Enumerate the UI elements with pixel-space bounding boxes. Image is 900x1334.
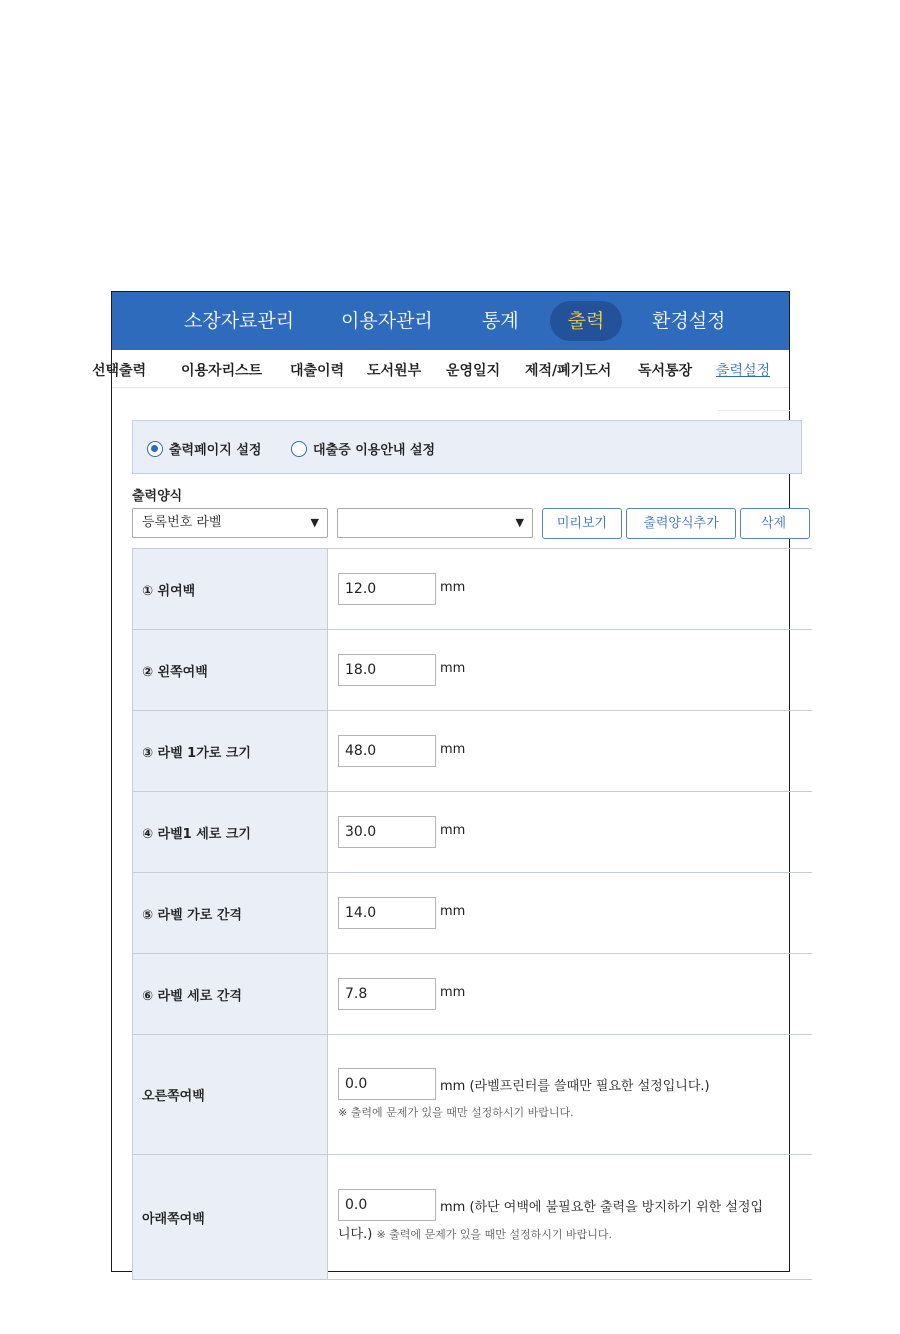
help-note — [338, 1223, 612, 1242]
unit-label: mm — [440, 823, 466, 838]
subnav-discarded-books[interactable]: 제적/폐기도서 — [525, 363, 612, 379]
unit-label: mm (라벨프린터를 쓸때만 필요한 설정입니다.) — [440, 1079, 710, 1094]
setting-label: 아래쪽여백 — [132, 1155, 328, 1279]
subnav-operation-log[interactable]: 운영일지 — [446, 363, 501, 379]
unit-label: mm — [440, 904, 466, 919]
unit-label: mm — [440, 985, 466, 1000]
radio-loan-card-setting-label: 대출증 이용안내 설정 — [313, 443, 436, 458]
format-label: 출력양식 — [132, 489, 183, 504]
label-width-input[interactable]: 48.0 — [338, 735, 436, 767]
vertical-gap-input[interactable]: 7.8 — [338, 978, 436, 1010]
radio-page-setting-label: 출력페이지 설정 — [169, 443, 262, 458]
nav-statistics[interactable]: 통계 — [482, 310, 519, 332]
bottom-margin-input[interactable]: 0.0 — [338, 1189, 436, 1221]
setting-label: 오른쪽여백 — [132, 1035, 328, 1154]
setting-row-bottom-margin — [132, 1155, 812, 1280]
chevron-down-icon: ▼ — [515, 516, 524, 529]
radio-unchecked-icon[interactable] — [291, 441, 307, 457]
radio-checked-icon[interactable] — [147, 441, 163, 457]
setting-row-right-margin — [132, 1035, 812, 1155]
subnav-loan-history[interactable]: 대출이력 — [290, 363, 345, 379]
unit-label: mm — [440, 742, 466, 757]
setting-type-selector — [132, 420, 802, 474]
unit-label: mm — [440, 580, 466, 595]
subnav-book-register[interactable]: 도서원부 — [367, 363, 422, 379]
delete-button[interactable]: 삭제 — [740, 508, 810, 539]
format-select-value: 등록번호 라벨 — [142, 515, 222, 530]
sub-navigation — [92, 350, 789, 388]
help-note-text: ※ 출력에 문제가 있을 때만 설정하시기 바랍니다. — [376, 1228, 613, 1241]
setting-label: ④ 라벨1 세로 크기 — [132, 792, 328, 872]
chevron-down-icon: ▼ — [310, 516, 319, 529]
left-margin-input[interactable]: 18.0 — [338, 654, 436, 686]
radio-loan-card-setting[interactable] — [291, 439, 435, 458]
setting-label: ② 왼쪽여백 — [132, 630, 328, 710]
settings-table — [132, 548, 812, 1280]
unit-label-continued: 니다.) — [338, 1227, 373, 1242]
label-height-input[interactable]: 30.0 — [338, 816, 436, 848]
preview-button[interactable]: 미리보기 — [542, 508, 622, 539]
setting-label: ③ 라벨 1가로 크기 — [132, 711, 328, 791]
unit-label: mm (하단 여백에 불필요한 출력을 방지하기 위한 설정입 — [440, 1200, 764, 1215]
subnav-user-list[interactable]: 이용자리스트 — [181, 363, 263, 379]
setting-label: ⑥ 라벨 세로 간격 — [132, 954, 328, 1034]
subnav-selected-print[interactable]: 선택출력 — [92, 363, 147, 379]
setting-label: ① 위여백 — [132, 549, 328, 629]
app-frame — [92, 291, 790, 1272]
radio-page-setting[interactable] — [147, 439, 261, 458]
horizontal-gap-input[interactable]: 14.0 — [338, 897, 436, 929]
unit-label: mm — [440, 661, 466, 676]
setting-row-vertical-gap — [132, 954, 812, 1035]
divider — [718, 410, 791, 411]
top-margin-input[interactable]: 12.0 — [338, 573, 436, 605]
setting-row-horizontal-gap — [132, 873, 812, 954]
setting-row-left-margin — [132, 630, 812, 711]
nav-collection-management[interactable]: 소장자료관리 — [184, 310, 295, 332]
nav-user-management[interactable]: 이용자관리 — [341, 310, 433, 332]
help-note: ※ 출력에 문제가 있을 때만 설정하시기 바랍니다. — [338, 1106, 574, 1119]
setting-label: ⑤ 라벨 가로 간격 — [132, 873, 328, 953]
setting-row-top-margin — [132, 549, 812, 630]
secondary-select[interactable] — [337, 508, 533, 538]
subnav-reading-passbook[interactable]: 독서통장 — [638, 363, 693, 379]
subnav-print-settings[interactable]: 출력설정 — [716, 363, 771, 379]
setting-row-label-height — [132, 792, 812, 873]
add-format-button[interactable]: 출력양식추가 — [626, 508, 736, 539]
top-navigation — [112, 292, 789, 350]
nav-print[interactable]: 출력 — [550, 301, 622, 341]
nav-settings[interactable]: 환경설정 — [652, 310, 726, 332]
right-margin-input[interactable]: 0.0 — [338, 1068, 436, 1100]
format-select[interactable] — [132, 508, 328, 538]
setting-row-label-width — [132, 711, 812, 792]
